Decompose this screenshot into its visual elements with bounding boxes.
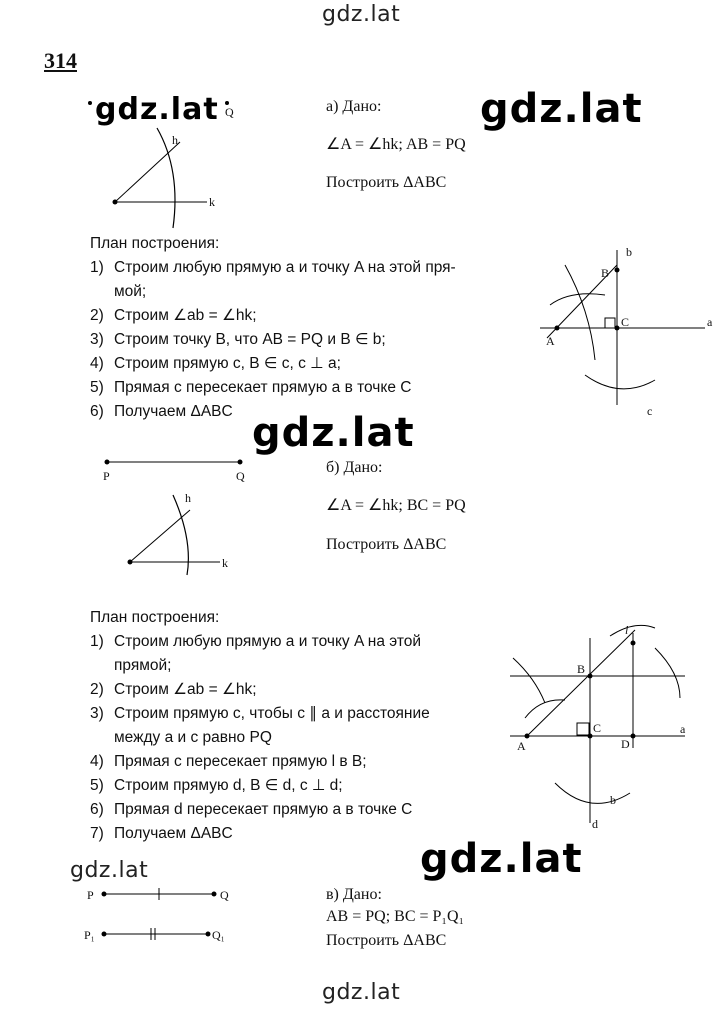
plan-step: Строим ∠ab = ∠hk; [114,307,257,324]
step-number: 1) [90,259,104,276]
label-q: Q [225,105,234,119]
label-Q: Q [220,888,229,902]
label-Q: Q [236,469,245,483]
plan-step-cont: между a и c равно PQ [114,729,272,746]
given-a-line: ∠A = ∠hk; AB = PQ [326,136,466,153]
label-P1: P₁ [84,928,95,942]
step-number: 3) [90,705,104,722]
plan-step: Строим любую прямую a и точку A на этой [114,633,422,650]
step-number: 3) [90,331,104,348]
plan-step: Получаем ΔABC [114,825,233,842]
figure-b-angle [95,450,255,580]
label-B: B [577,662,586,676]
plan-step: Строим прямую d, B ∈ d, c ⊥ d; [114,777,343,794]
figure-a-angle [85,100,265,230]
given-a-title: а) Дано: [326,98,382,115]
watermark-big-2: gdz.lat [252,410,415,456]
label-A: A [546,334,555,348]
plan-b-title: План построения: [90,609,220,626]
step-number: 6) [90,801,104,818]
watermark-fig-a: gdz.lat [95,92,219,127]
label-d: d [592,817,598,831]
step-number: 4) [90,355,104,372]
given-b-line: ∠A = ∠hk; BC = PQ [326,497,466,514]
watermark-left: gdz.lat [70,858,149,883]
figure-b-construction [505,618,705,833]
figure-a-construction [535,240,720,425]
label-h: h [172,133,178,147]
label-C: C [621,315,630,329]
step-number: 6) [90,403,104,420]
plan-step: Строим любую прямую a и точку A на этой пря- [114,259,456,276]
plan-step: Строим точку B, что AB = PQ и B ∈ b; [114,331,386,348]
label-h: h [185,491,191,505]
given-c-title: в) Дано: [326,886,382,903]
plan-step: Строим прямую c, B ∈ c, c ⊥ a; [114,355,341,372]
watermark-big-3: gdz.lat [420,836,583,882]
watermark-bottom: gdz.lat [322,980,401,1005]
plan-step: Прямая c пересекает прямую l в B; [114,753,367,770]
plan-a [90,232,520,424]
label-B: B [601,266,610,280]
given-b-title: б) Дано: [326,459,383,476]
task-a: Построить ΔABC [326,174,447,191]
plan-b [90,606,500,846]
label-c: c [647,404,653,418]
label-k: k [209,195,215,209]
figure-c-segments [82,882,262,952]
step-number: 5) [90,379,104,396]
label-l: l [625,623,629,637]
step-number: 5) [90,777,104,794]
label-a: a [680,722,686,736]
step-number: 2) [90,307,104,324]
plan-step: Получаем ΔABC [114,403,233,420]
plan-step: Прямая c пересекает прямую a в точке C [114,379,412,396]
label-a: a [707,315,713,329]
watermark-top: gdz.lat [322,2,401,27]
step-number: 7) [90,825,104,842]
given-c-line: AB = PQ; BC = P₁Q₁ [326,908,465,925]
label-k: k [222,556,228,570]
task-b: Построить ΔABC [326,536,447,553]
watermark-big-1: gdz.lat [480,86,643,132]
step-number: 1) [90,633,104,650]
plan-a-title: План построения: [90,235,220,252]
label-C: C [593,721,602,735]
plan-step-cont: мой; [114,283,147,300]
plan-step: Строим прямую c, чтобы c ∥ a и расстояние [114,705,430,722]
problem-number: 314 [44,48,77,73]
label-b: b [626,245,632,259]
label-A: A [517,739,526,753]
plan-step-cont: прямой; [114,657,172,674]
task-c: Построить ΔABC [326,932,447,949]
plan-step: Прямая d пересекает прямую a в точке C [114,801,413,818]
label-D: D [621,737,630,751]
label-Q1: Q₁ [212,928,225,942]
step-number: 2) [90,681,104,698]
label-P: P [87,888,94,902]
plan-step: Строим ∠ab = ∠hk; [114,681,257,698]
label-P: P [103,469,110,483]
step-number: 4) [90,753,104,770]
label-b: b [610,793,616,807]
